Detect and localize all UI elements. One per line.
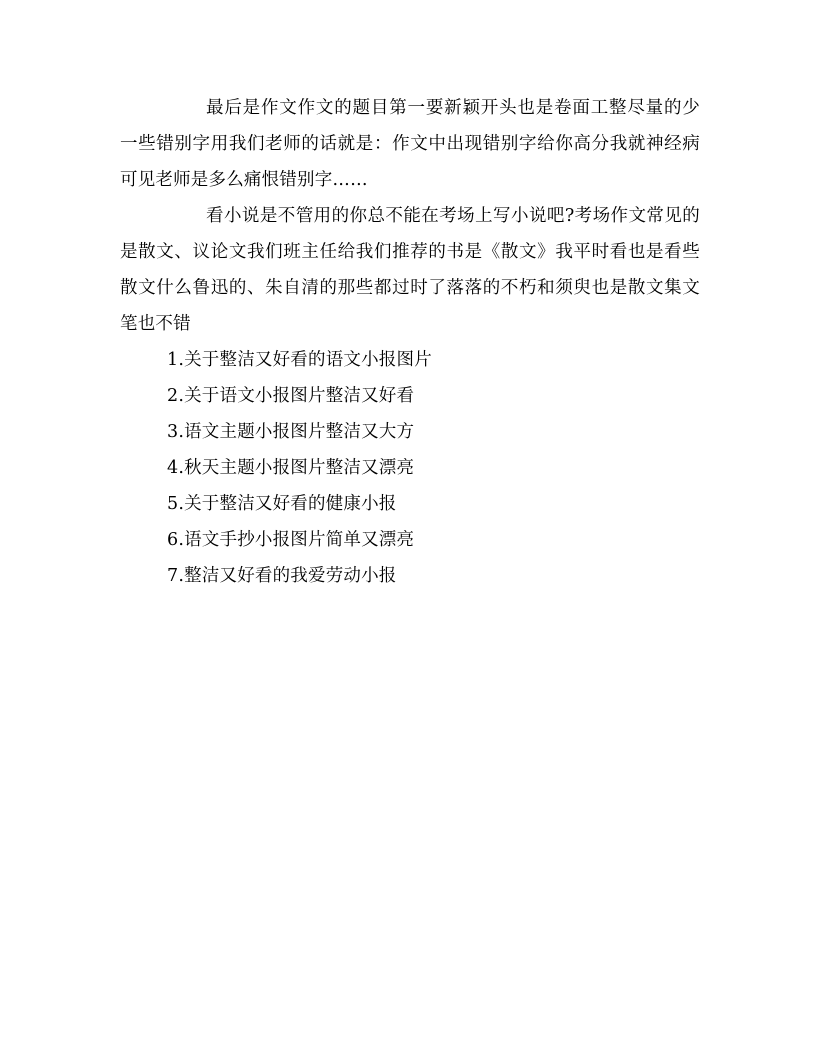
list-item: 7.整洁又好看的我爱劳动小报 (167, 566, 397, 586)
list-item: 6.语文手抄小报图片简单又漂亮 (167, 530, 415, 550)
list-item: 1.关于整洁又好看的语文小报图片 (167, 350, 432, 370)
related-articles-list (167, 342, 432, 594)
list-item: 5.关于整洁又好看的健康小报 (167, 494, 397, 514)
list-item: 4.秋天主题小报图片整洁又漂亮 (167, 458, 415, 478)
body-paragraph: 看小说是不管用的你总不能在考场上写小说吧?考场作文常见的是散文、议论文我们班主任给我们推荐的书是《散文》我平时看也是看些散文什么鲁迅的、朱自清的那些都过时了落落的不朽和须臾也是散文集文笔也不错 (120, 206, 700, 334)
body-paragraph: 最后是作文作文的题目第一要新颖开头也是卷面工整尽量的少一些错别字用我们老师的话就是：作文中出现错别字给你高分我就神经病可见老师是多么痛恨错别字…… (120, 98, 700, 190)
list-item: 3.语文主题小报图片整洁又大方 (167, 422, 415, 442)
list-item: 2.关于语文小报图片整洁又好看 (167, 386, 415, 406)
